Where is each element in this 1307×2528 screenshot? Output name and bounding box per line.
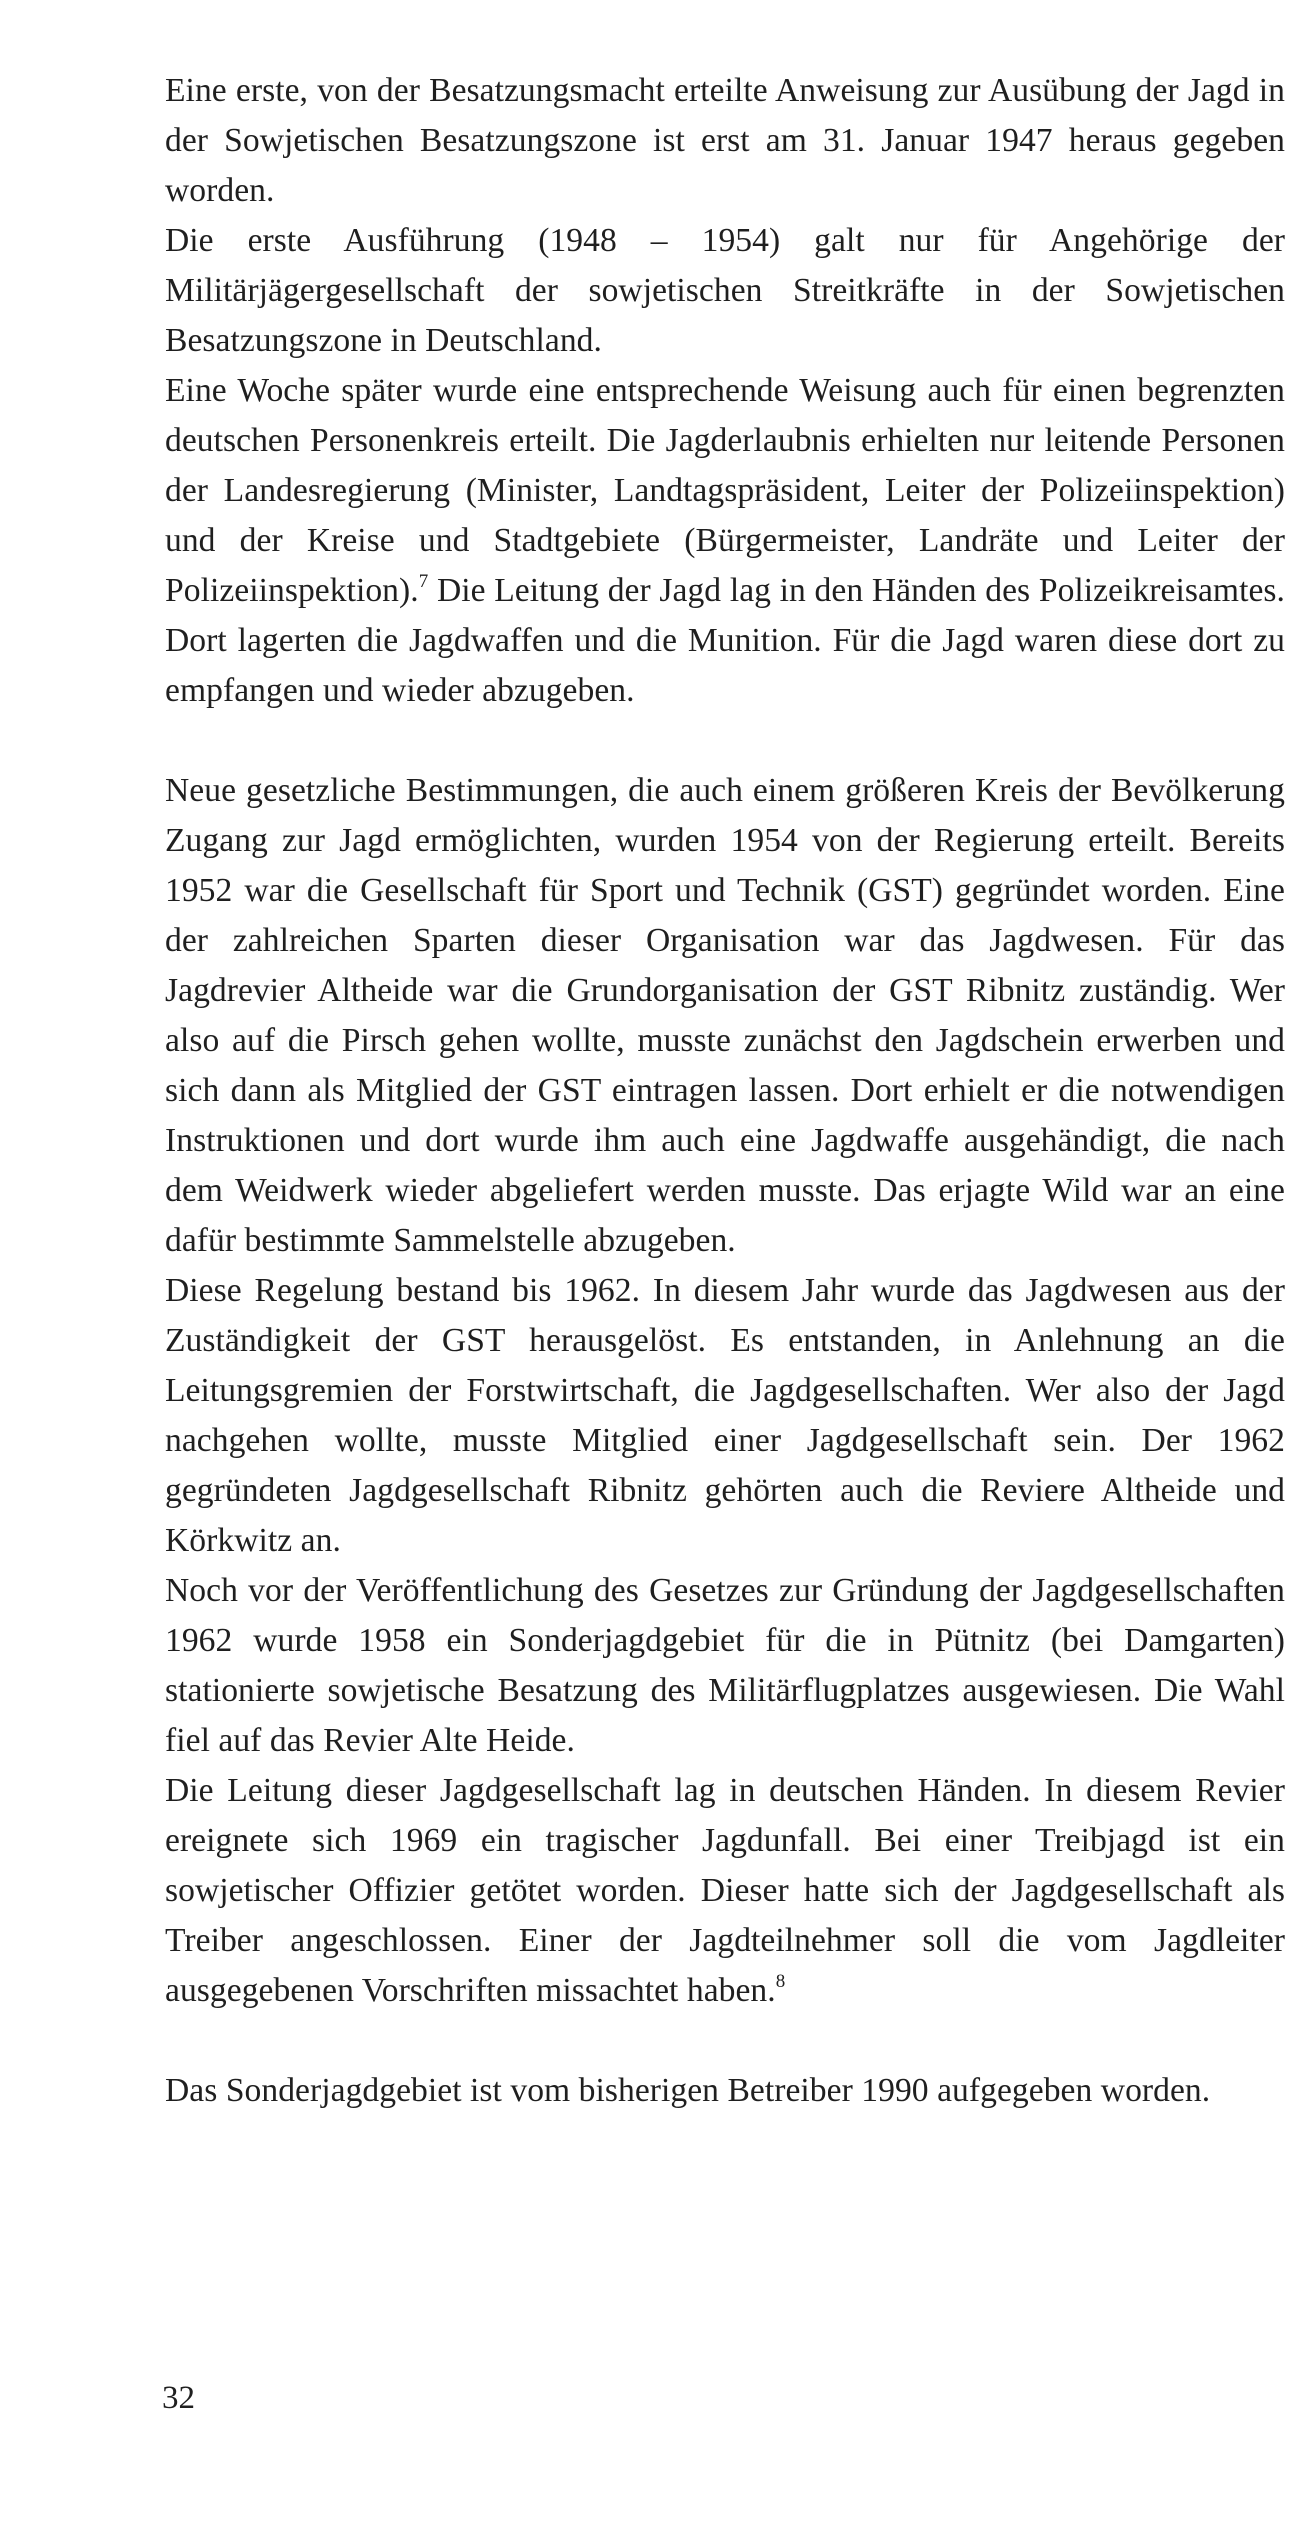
paragraph-text: Eine Woche später wurde eine entsprechende Weisung auch für einen begrenzten deutschen Personenkreis erteilt. Die Jagderlaubnis erhielten nur leitende Personen der Landesregierung (Minister, Landtagspräsident, Leiter der Polizeiinspektion) und der Kreise und Stadtgebiete (Bürgermeister, Landräte und Leiter der Polizeiinspektion). bbox=[165, 372, 1285, 609]
footnote-marker: 8 bbox=[775, 1970, 786, 1992]
paragraph-text-continued: Die Leitung der Jagd lag in den Händen des Polizeikreisamtes. Dort lagerten die Jagdwaffen und die Munition. Für die Jagd waren diese dort zu empfangen und wieder abzugeben. bbox=[165, 572, 1285, 709]
paragraph bbox=[165, 366, 1285, 716]
section-closing bbox=[165, 2066, 1285, 2116]
section-gst-and-hunting-societies bbox=[165, 766, 1285, 2016]
paragraph: Diese Regelung bestand bis 1962. In diesem Jahr wurde das Jagdwesen aus der Zuständigkeit der GST herausgelöst. Es entstanden, in Anlehnung an die Leitungsgremien der Forstwirtschaft, die Jagdgesellschaften. Wer also der Jagd nachgehen wollte, musste Mitglied einer Jagdgesellschaft sein. Der 1962 gegründeten Jagdgesellschaft Ribnitz gehörten auch die Reviere Altheide und Körkwitz an. bbox=[165, 1272, 1285, 1559]
paragraph bbox=[165, 1766, 1285, 2016]
paragraph-spacer bbox=[165, 716, 1285, 766]
paragraph: Neue gesetzliche Bestimmungen, die auch einem größeren Kreis der Bevölkerung Zugang zur Jagd ermöglichten, wurden 1954 von der Regierung erteilt. Bereits 1952 war die Gesellschaft für Sport und Technik (GST) gegründet worden. Eine der zahlreichen Sparten dieser Organisation war das Jagdwesen. Für das Jagdrevier Altheide war die Grundorganisation der GST Ribnitz zuständig. Wer also auf die Pirsch gehen wollte, musste zunächst den Jagdschein erwerben und sich dann als Mitglied der GST eintragen lassen. Dort erhielt er die notwendigen Instruktionen und dort wurde ihm auch eine Jagdwaffe ausgehändigt, die nach dem Weidwerk wieder abgeliefert werden musste. Das erjagte Wild war an eine dafür bestimmte Sammelstelle abzugeben. bbox=[165, 772, 1285, 1259]
footnote-marker: 7 bbox=[418, 570, 429, 592]
page-body bbox=[165, 66, 1285, 2116]
paragraph-text: Die Leitung dieser Jagdgesellschaft lag in deutschen Händen. In diesem Revier ereignete sich 1969 ein tragischer Jagdunfall. Bei einer Treibjagd ist ein sowjetischer Offizier getötet worden. Dieser hatte sich der Jagdgesellschaft als Treiber angeschlossen. Einer der Jagdteilnehmer soll die vom Jagdleiter ausgegebenen Vorschriften missachtet haben. bbox=[165, 1772, 1285, 2009]
paragraph: Die erste Ausführung (1948 – 1954) galt nur für Angehörige der Militärjägergesellschaft der sowjetischen Streitkräfte in der Sowjetischen Besatzungszone in Deutschland. bbox=[165, 222, 1285, 359]
paragraph-spacer bbox=[165, 2016, 1285, 2066]
section-postwar-hunting-rules bbox=[165, 66, 1285, 716]
paragraph: Eine erste, von der Besatzungsmacht erteilte Anweisung zur Ausübung der Jagd in der Sowjetischen Besatzungszone ist erst am 31. Januar 1947 heraus gegeben worden. bbox=[165, 72, 1285, 209]
page-number: 32 bbox=[162, 2380, 195, 2416]
paragraph: Das Sonderjagdgebiet ist vom bisherigen Betreiber 1990 aufgegeben worden. bbox=[165, 2072, 1211, 2109]
paragraph: Noch vor der Veröffentlichung des Gesetzes zur Gründung der Jagdgesellschaften 1962 wurde 1958 ein Sonderjagdgebiet für die in Pütnitz (bei Damgarten) stationierte sowjetische Besatzung des Militärflugplatzes ausgewiesen. Die Wahl fiel auf das Revier Alte Heide. bbox=[165, 1572, 1285, 1759]
